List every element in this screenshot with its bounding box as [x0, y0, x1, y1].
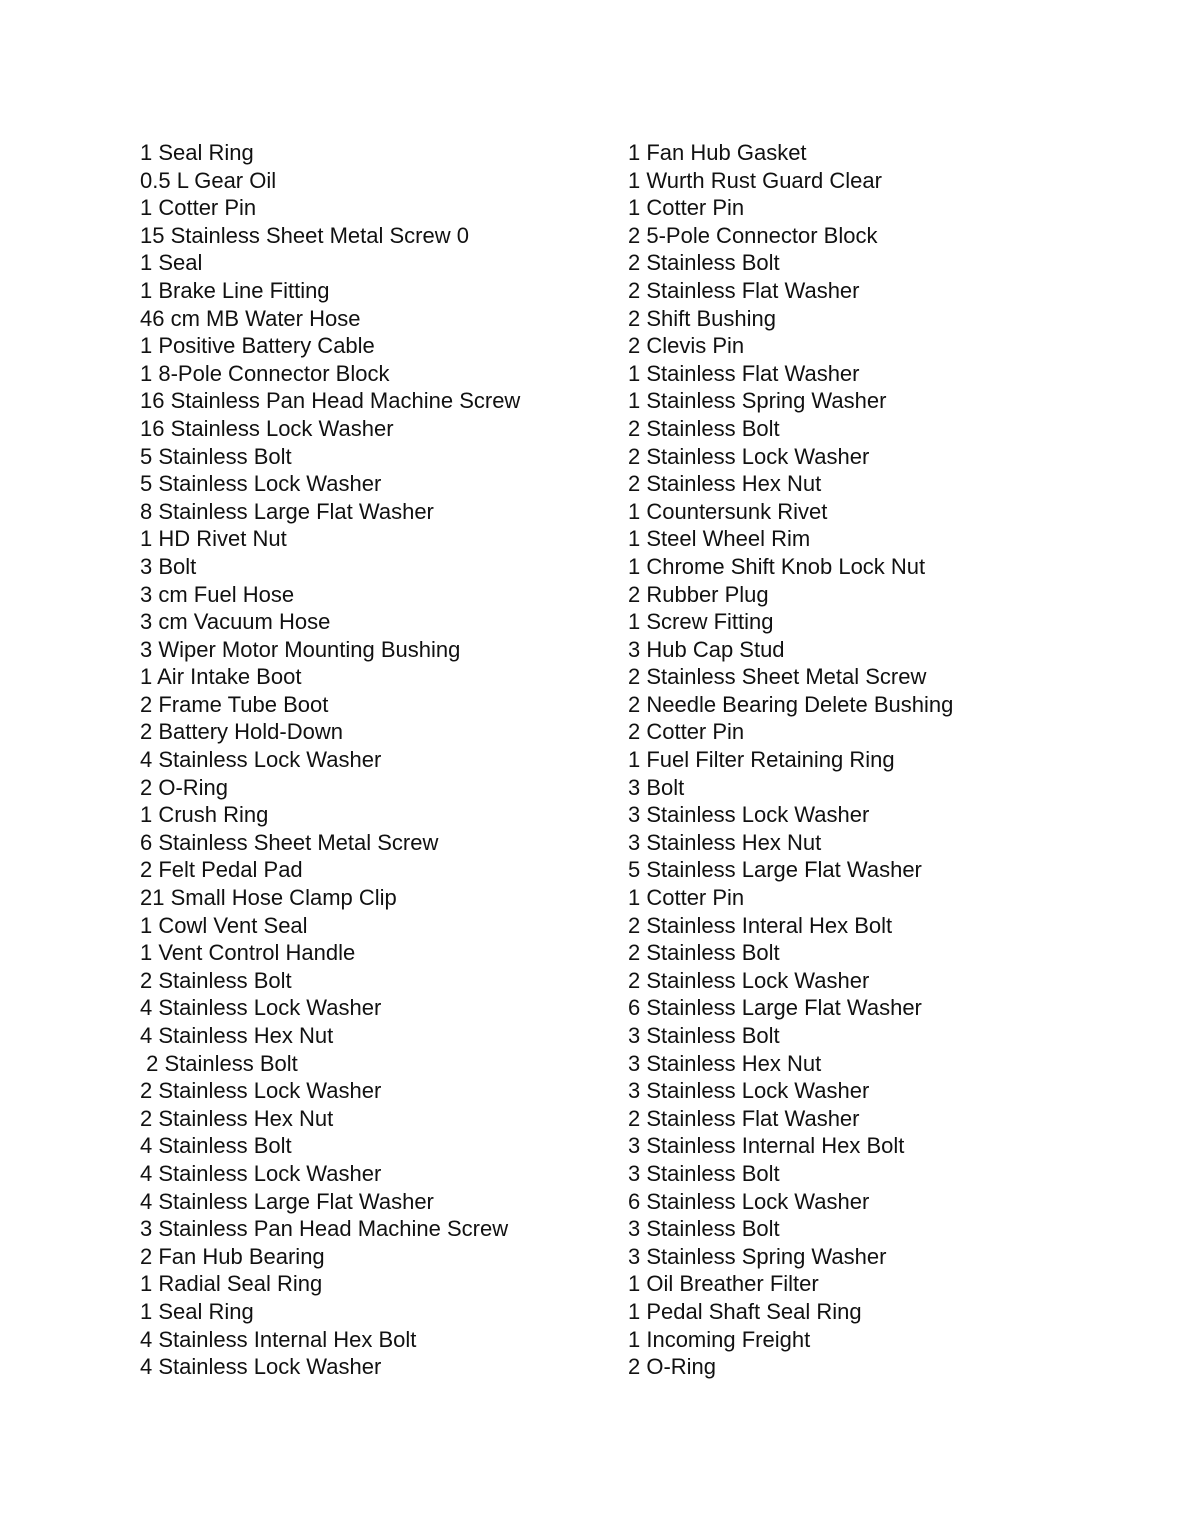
list-item: 3 Bolt [628, 774, 685, 800]
list-item: 5 Stainless Bolt [140, 443, 292, 469]
list-item: 1 Cotter Pin [628, 885, 745, 911]
list-item: 1 Incoming Freight [628, 1326, 811, 1352]
list-item: 1 Pedal Shaft Seal Ring [628, 1298, 862, 1324]
list-item: 1 Radial Seal Ring [140, 1271, 323, 1297]
list-item: 3 Stainless Spring Washer [628, 1243, 887, 1269]
list-item: 5 Stainless Large Flat Washer [628, 857, 922, 883]
list-item: 4 Stainless Lock Washer [140, 747, 382, 773]
list-item: 2 Needle Bearing Delete Bushing [628, 691, 954, 717]
list-item: 2 Stainless Lock Washer [628, 967, 870, 993]
list-item: 2 Stainless Lock Washer [140, 1078, 382, 1104]
list-item: 4 Stainless Hex Nut [140, 1023, 334, 1048]
list-item: 6 Stainless Large Flat Washer [628, 995, 922, 1021]
list-item: 3 Stainless Hex Nut [628, 829, 822, 855]
list-item: 4 Stainless Lock Washer [140, 1160, 382, 1186]
list-item: 4 Stainless Internal Hex Bolt [140, 1326, 417, 1352]
list-item: 1 Countersunk Rivet [628, 498, 828, 524]
list-item: 3 Hub Cap Stud [628, 636, 785, 662]
list-item: 4 Stainless Lock Washer [140, 1354, 382, 1380]
list-item: 1 Wurth Rust Guard Clear [628, 167, 882, 193]
list-item: 1 Seal [140, 250, 203, 276]
list-item: 4 Stainless Lock Washer [140, 995, 382, 1021]
list-item: 2 Cotter Pin [628, 719, 745, 745]
list-item: 2 Clevis Pin [628, 333, 745, 359]
list-item: 2 Stainless Bolt [628, 415, 780, 441]
list-item: 3 cm Vacuum Hose [140, 609, 331, 635]
list-item: 2 Stainless Hex Nut [628, 471, 822, 497]
list-item: 1 Brake Line Fitting [140, 277, 330, 303]
list-item: 3 Stainless Internal Hex Bolt [628, 1133, 905, 1159]
list-item: 1 Air Intake Boot [140, 664, 302, 690]
list-item: 1 Fan Hub Gasket [628, 140, 807, 165]
list-item: 2 Stainless Bolt [140, 1050, 298, 1076]
list-item: 2 Rubber Plug [628, 581, 769, 607]
list-item: 3 Wiper Motor Mounting Bushing [140, 636, 461, 662]
list-item: 2 Battery Hold-Down [140, 719, 343, 745]
list-item: 15 Stainless Sheet Metal Screw 0 [140, 222, 469, 248]
list-item: 1 Oil Breather Filter [628, 1271, 819, 1297]
list-item: 2 Stainless Sheet Metal Screw [628, 664, 927, 690]
list-item: 1 Cowl Vent Seal [140, 912, 308, 938]
list-item: 2 Stainless Lock Washer [628, 443, 870, 469]
list-item: 2 Stainless Bolt [628, 250, 780, 276]
list-item: 3 cm Fuel Hose [140, 581, 295, 607]
list-item: 1 Steel Wheel Rim [628, 526, 811, 552]
list-item: 16 Stainless Lock Washer [140, 415, 394, 441]
list-item: 1 Positive Battery Cable [140, 333, 375, 359]
list-item: 2 Stainless Interal Hex Bolt [628, 912, 893, 938]
list-item: 2 Stainless Hex Nut [140, 1105, 334, 1131]
list-item: 5 Stainless Lock Washer [140, 471, 382, 497]
list-item: 2 Stainless Bolt [140, 967, 292, 993]
list-item: 6 Stainless Lock Washer [628, 1188, 870, 1214]
list-item: 8 Stainless Large Flat Washer [140, 498, 434, 524]
list-item: 3 Bolt [140, 553, 197, 579]
list-item: 4 Stainless Bolt [140, 1133, 292, 1159]
list-item: 2 Frame Tube Boot [140, 691, 329, 717]
list-item: 1 HD Rivet Nut [140, 526, 287, 552]
list-item: 0.5 L Gear Oil [140, 167, 277, 193]
list-item: 2 5-Pole Connector Block [628, 222, 878, 248]
list-item: 3 Stainless Lock Washer [628, 1078, 870, 1104]
list-item: 1 Fuel Filter Retaining Ring [628, 747, 895, 773]
list-item: 3 Stainless Bolt [628, 1216, 780, 1242]
list-item: 2 Stainless Flat Washer [628, 1105, 860, 1131]
list-item: 2 Stainless Bolt [628, 940, 780, 966]
list-item: 1 Cotter Pin [140, 195, 257, 221]
list-item: 3 Stainless Hex Nut [628, 1050, 822, 1076]
list-item: 4 Stainless Large Flat Washer [140, 1188, 434, 1214]
list-item: 1 8-Pole Connector Block [140, 360, 390, 386]
list-item: 1 Seal Ring [140, 1298, 254, 1324]
list-item: 1 Screw Fitting [628, 609, 774, 635]
list-item: 46 cm MB Water Hose [140, 305, 361, 331]
list-item: 2 O-Ring [628, 1354, 717, 1380]
list-item: 1 Vent Control Handle [140, 940, 356, 966]
list-item: 3 Stainless Bolt [628, 1023, 780, 1048]
list-item: 1 Stainless Flat Washer [628, 360, 860, 386]
list-item: 3 Stainless Lock Washer [628, 802, 870, 828]
list-item: 2 O-Ring [140, 774, 229, 800]
parts-list-left-column [140, 139, 600, 1381]
list-item: 2 Fan Hub Bearing [140, 1243, 325, 1269]
list-item: 3 Stainless Pan Head Machine Screw [140, 1216, 509, 1242]
list-item: 1 Chrome Shift Knob Lock Nut [628, 553, 926, 579]
list-item: 3 Stainless Bolt [628, 1160, 780, 1186]
list-item: 1 Seal Ring [140, 140, 254, 165]
list-item: 6 Stainless Sheet Metal Screw [140, 829, 439, 855]
list-item: 16 Stainless Pan Head Machine Screw [140, 388, 521, 414]
parts-list-right-column [628, 139, 1108, 1381]
list-item: 2 Shift Bushing [628, 305, 776, 331]
list-item: 2 Felt Pedal Pad [140, 857, 303, 883]
list-item: 21 Small Hose Clamp Clip [140, 885, 397, 911]
list-item: 2 Stainless Flat Washer [628, 277, 860, 303]
list-item: 1 Crush Ring [140, 802, 269, 828]
list-item: 1 Stainless Spring Washer [628, 388, 887, 414]
list-item: 1 Cotter Pin [628, 195, 745, 221]
